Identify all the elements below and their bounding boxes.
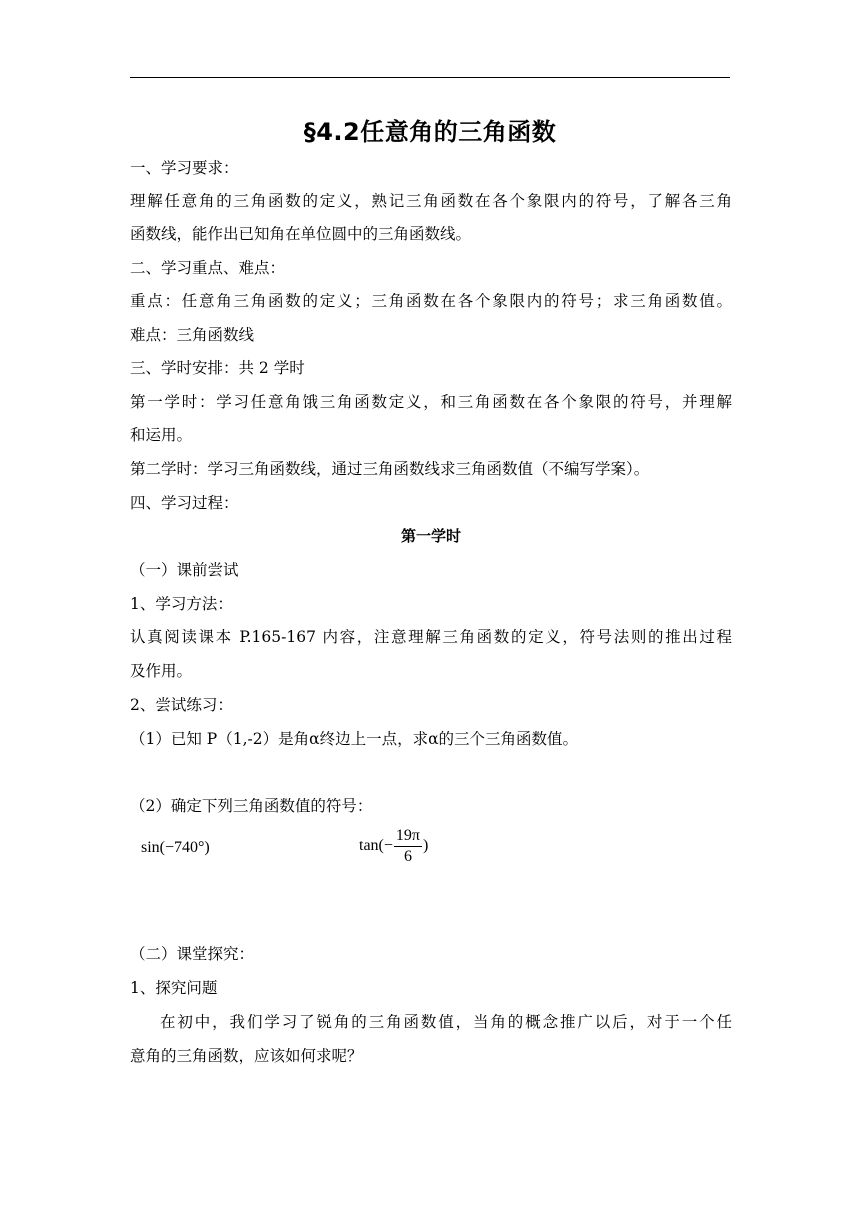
tan-denominator: 6 [403, 848, 412, 865]
exercise-2: （2）确定下列三角函数值的符号： [130, 797, 373, 815]
heading-key-points: 二、学习重点、难点： [130, 259, 286, 277]
tan-fraction [394, 826, 422, 867]
paragraph-line: 及作用。 [130, 662, 193, 680]
subheading-method: 1、学习方法： [130, 595, 233, 613]
exercise-1: （1）已知 P（1,-2）是角α终边上一点，求α的三个三角函数值。 [130, 730, 579, 748]
tan-numerator: 19π [394, 826, 422, 847]
subheading-exercise: 2、尝试练习： [130, 696, 233, 714]
paragraph-line: 认真阅读课本 P.165-167 内容，注意理解三角函数的定义，符号法则的推出过程 [130, 628, 732, 646]
paragraph-line: 第二学时：学习三角函数线，通过三角函数线求三角函数值（不编写学案）。 [130, 460, 650, 478]
paragraph-line: 在初中，我们学习了锐角的三角函数值，当角的概念推广以后，对于一个任 [160, 1013, 732, 1031]
math-sin-expression: sin(−740°) [141, 839, 210, 856]
section-heading: 第一学时 [400, 527, 461, 545]
paragraph-line: 意角的三角函数，应该如何求呢？ [130, 1047, 363, 1065]
tan-suffix: ) [422, 837, 429, 855]
subheading-pre-class: （一）课前尝试 [130, 561, 239, 579]
tan-prefix: tan(− [359, 837, 393, 855]
heading-schedule: 三、学时安排：共 2 学时 [130, 359, 305, 377]
paragraph-line: 第一学时：学习任意角饿三角函数定义，和三角函数在各个象限的符号，并理解 [130, 393, 732, 411]
paragraph-line: 难点：三角函数线 [130, 326, 255, 344]
heading-learning-requirements: 一、学习要求： [130, 159, 239, 177]
paragraph-line: 理解任意角的三角函数的定义，熟记三角函数在各个象限内的符号，了解各三角 [130, 192, 732, 210]
page-title: §4.2任意角的三角函数 [303, 118, 557, 146]
header-rule [130, 77, 730, 78]
math-tan-expression [359, 826, 428, 867]
heading-process: 四、学习过程： [130, 494, 239, 512]
subheading-inquiry-question: 1、探究问题 [130, 979, 218, 997]
paragraph-line: 和运用。 [130, 426, 193, 444]
paragraph-line: 重点：任意角三角函数的定义；三角函数在各个象限内的符号；求三角函数值。 [130, 292, 732, 310]
paragraph-line: 函数线，能作出已知角在单位圆中的三角函数线。 [130, 225, 472, 243]
subheading-class-inquiry: （二）课堂探究： [130, 945, 255, 963]
